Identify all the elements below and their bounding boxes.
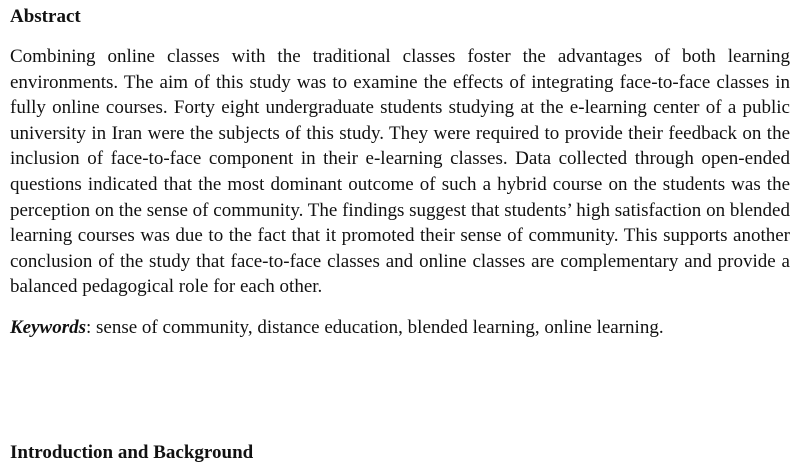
abstract-body: Combining online classes with the traditional classes foster the advantages of both learning environments. The aim of this study was to examine the effects of integrating face-to-face classes in fully online courses. Forty eight undergraduate students studying at the e-learning center of a public university in Iran were the subjects of this study. They were required to provide their feedback on the inclusion of face-to-face component in their e-learning classes. Data collected through open-ended questions indicated that the most dominant outcome of such a hybrid course on the students was the perception on the sense of community. The findings suggest that students’ high satisfaction on blended learning courses was due to the fact that it promoted their sense of community. This supports another conclusion of the study that face-to-face classes and online classes are complementary and provide a balanced pedagogical role for each other. — [10, 46, 790, 298]
paper-page — [10, 4, 790, 341]
section-heading-introduction: Introduction and Background — [10, 442, 254, 463]
keywords-label: Keywords — [10, 316, 86, 338]
keywords-line — [10, 315, 790, 341]
keywords-separator: : — [86, 316, 97, 338]
keywords-text: sense of community, distance education, blended learning, online learning. — [96, 316, 664, 338]
abstract-heading: Abstract — [10, 6, 81, 27]
